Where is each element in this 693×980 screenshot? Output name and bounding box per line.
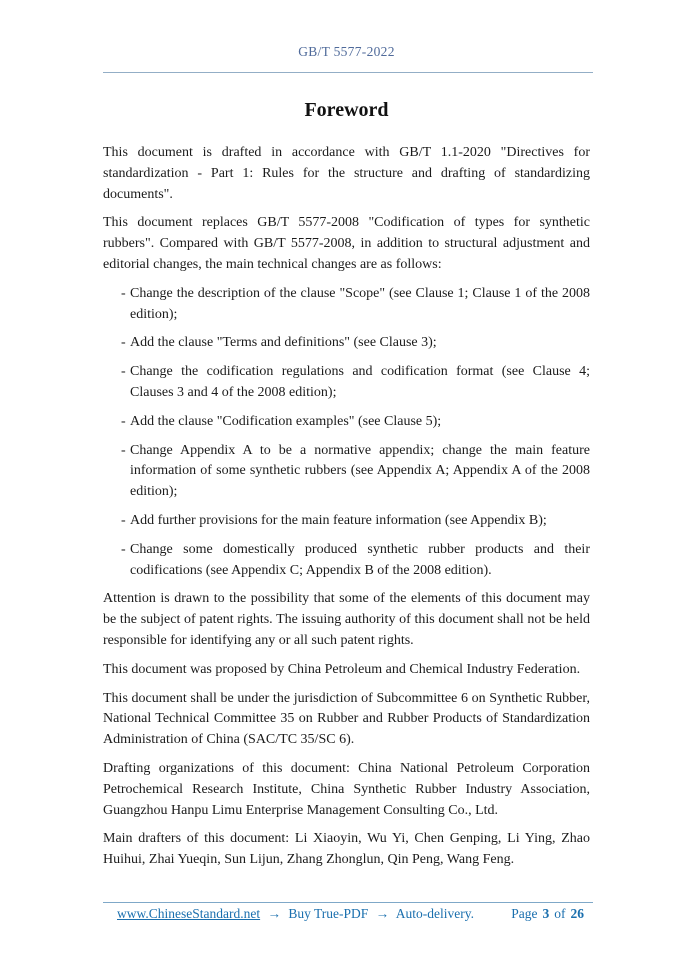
header-divider (103, 72, 593, 73)
list-item-dash: - (121, 335, 126, 351)
changes-list (103, 284, 590, 582)
paragraph: Main drafters of this document: Li Xiaoyin, Wu Yi, Chen Genping, Li Ying, Zhao Huihui, Zhai Yueqin, Sun Lijun, Zhang Zhonglun, Qin Peng, Wang Feng. (103, 831, 590, 868)
document-number: GB/T 5577-2022 (298, 44, 395, 59)
list-item-dash: - (121, 413, 126, 429)
list-item (103, 441, 590, 503)
list-item-text: Add further provisions for the main feature information (see Appendix B); (130, 512, 547, 528)
arrow-right-icon: → (375, 906, 390, 921)
paragraph: This document replaces GB/T 5577-2008 "Codification of types for synthetic rubbers". Compared with GB/T 5577-2008, in addition to structural adjustment and editorial changes, the main technical changes are as follows: (103, 215, 590, 272)
list-item (103, 511, 590, 532)
paragraph: This document was proposed by China Petroleum and Chemical Industry Federation. (103, 661, 581, 677)
list-item-dash: - (121, 512, 126, 528)
list-item-text: Change some domestically produced synthetic rubber products and their codifications (see Appendix C; Appendix B of the 2008 edition). (130, 541, 590, 578)
footer-delivery-label: Auto-delivery. (395, 906, 475, 921)
page-total-number: 26 (570, 906, 584, 921)
list-item-dash: - (121, 442, 126, 458)
list-item-dash: - (121, 364, 126, 380)
footer-buy-label: Buy True-PDF (288, 906, 369, 921)
page-current-number: 3 (542, 906, 550, 921)
list-item (103, 540, 590, 582)
page-header (0, 0, 693, 73)
list-item (103, 362, 590, 404)
paragraph: This document shall be under the jurisdiction of Subcommittee 6 on Synthetic Rubber, National Technical Committee 35 on Rubber and Rubber Products of Standardization Administration of China (SAC/TC 35/SC 6). (103, 690, 590, 748)
list-item-text: Change the description of the clause "Scope" (see Clause 1; Clause 1 of the 2008 edition); (130, 285, 590, 322)
list-item (103, 412, 590, 433)
footer-promo (117, 906, 474, 922)
paragraph: This document is drafted in accordance with GB/T 1.1-2020 "Directives for standardization - Part 1: Rules for the structure and drafting of standardizing documents". (103, 145, 590, 202)
arrow-right-icon: → (267, 906, 281, 921)
list-item-text: Change Appendix A to be a normative appendix; change the main feature information of some synthetic rubbers (see Appendix A; Appendix A of the 2008 edition); (130, 442, 590, 500)
of-word-label: of (554, 906, 566, 921)
list-item (103, 333, 590, 354)
list-item-text: Add the clause "Terms and definitions" (see Clause 3); (130, 335, 437, 351)
list-item-text: Change the codification regulations and codification format (see Clause 4; Clauses 3 and 4 of the 2008 edition); (130, 364, 590, 400)
page-word-label: Page (511, 906, 538, 921)
outro-paragraphs (103, 589, 590, 871)
list-item-dash: - (121, 285, 126, 301)
list-item-dash: - (121, 541, 126, 557)
page-indicator (509, 906, 587, 922)
list-item (103, 284, 590, 326)
page-footer (103, 902, 593, 922)
document-body (103, 143, 590, 871)
website-link[interactable]: www.ChineseStandard.net (117, 906, 261, 921)
page-title: Foreword (304, 99, 389, 121)
footer-row (103, 903, 593, 922)
intro-paragraphs (103, 143, 590, 276)
paragraph: Attention is drawn to the possibility that some of the elements of this document may be the subject of patent rights. The issuing authority of this document shall not be held responsible for identifying any or all such patent rights. (103, 591, 590, 648)
list-item-text: Add the clause "Codification examples" (see Clause 5); (130, 413, 442, 429)
paragraph: Drafting organizations of this document: China National Petroleum Corporation Petrochemical Research Institute, China Synthetic Rubber Industry Association, Guangzhou Hanpu Limu Enterprise Management Consulting Co., Ltd. (103, 760, 590, 818)
